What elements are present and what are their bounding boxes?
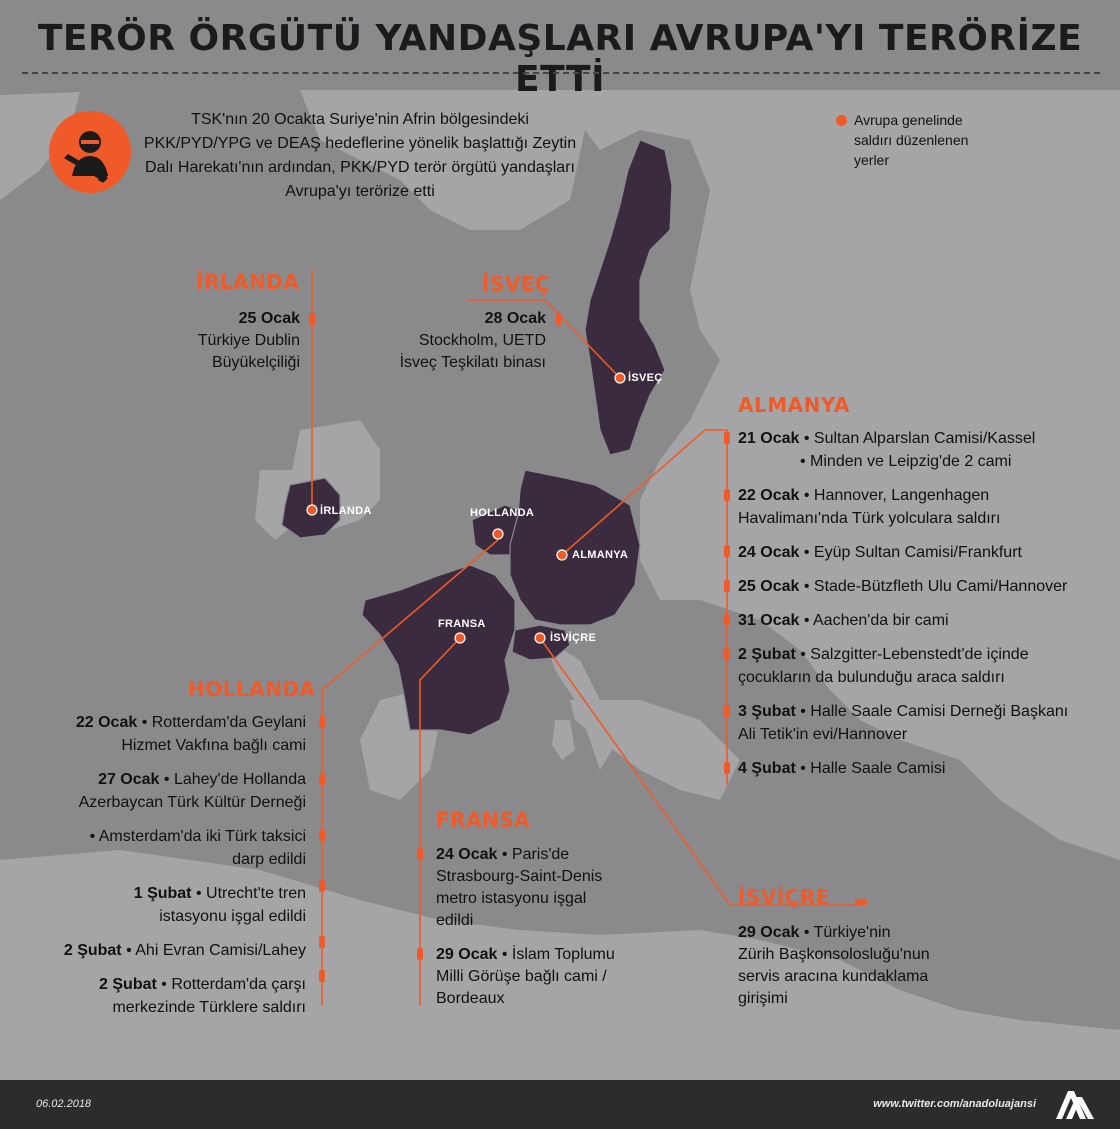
event-row (738, 576, 1108, 610)
event-text: istasyonu işgal edildi (159, 908, 306, 925)
event-date: 29 Ocak (436, 946, 498, 963)
event-text: girişimi (738, 990, 788, 1007)
event-row (738, 701, 1108, 724)
heading-almanya: ALMANYA (738, 393, 850, 417)
event-row (738, 542, 1108, 576)
event-row (738, 610, 1108, 644)
events-isvec (386, 308, 546, 374)
event-row (738, 922, 958, 944)
heading-hollanda: HOLLANDA (188, 677, 316, 701)
event-row (436, 944, 636, 966)
event-row (436, 866, 636, 888)
event-text: • Utrecht'te tren (195, 885, 306, 902)
event-row (738, 724, 1108, 758)
event-text: Stockholm, UETD İsveç Teşkilatı binası (399, 332, 546, 371)
event-date: 25 Ocak (238, 310, 300, 327)
event-text: • Hannover, Langenhagen (803, 487, 990, 504)
event-text: edildi (436, 912, 474, 929)
event-text: • Rotterdam'da çarşı (161, 976, 306, 993)
event-row (436, 888, 636, 910)
event-row (20, 997, 306, 1020)
event-date: 2 Şubat (99, 976, 157, 993)
event-row (738, 988, 958, 1010)
event-row (20, 769, 306, 792)
map-label-fransa: FRANSA (438, 618, 486, 630)
event-date: 22 Ocak (738, 487, 800, 504)
event-date: 31 Ocak (738, 612, 800, 629)
event-text: • Rotterdam'da Geylani (141, 714, 306, 731)
event-row (738, 644, 1108, 667)
heading-isvec: İSVEÇ (482, 272, 551, 296)
event-text: Hizmet Vakfına bağlı cami (121, 737, 306, 754)
event-row (436, 966, 636, 988)
militant-icon (48, 110, 132, 194)
event-row (20, 712, 306, 735)
event-row (738, 451, 1108, 485)
event-row (20, 849, 306, 883)
germany-shape (510, 470, 640, 625)
event-date: 21 Ocak (738, 430, 800, 447)
event-row (20, 974, 306, 997)
event-text: Zürih Başkonsolosluğu'nun (738, 946, 930, 963)
event-text: • Ahi Evran Camisi/Lahey (126, 942, 306, 959)
event-text: servis aracına kundaklama (738, 968, 929, 985)
event-text: merkezinde Türklere saldırı (112, 999, 306, 1016)
events-hollanda (20, 712, 306, 1020)
event-date: 2 Şubat (738, 646, 796, 663)
event-date: 24 Ocak (436, 846, 498, 863)
event-date: 3 Şubat (738, 703, 796, 720)
event-row (20, 826, 306, 849)
event-text: • Salzgitter-Lebenstedt'de içinde (800, 646, 1029, 663)
title-divider (22, 72, 1100, 74)
event-text: • Minden ve Leipzig'de 2 cami (800, 453, 1012, 470)
event-row (20, 906, 306, 940)
event-row (20, 735, 306, 769)
event-date: 24 Ocak (738, 544, 800, 561)
event-date: 29 Ocak (738, 924, 800, 941)
page-title: TERÖR ÖRGÜTÜ YANDAŞLARI AVRUPA'YI TERÖRİZE ETTİ (37, 18, 1083, 100)
heading-fransa: FRANSA (436, 808, 531, 832)
event-text: • Halle Saale Camisi Derneği Başkanı (800, 703, 1069, 720)
event-text: Havalimanı'nda Türk yolculara saldırı (738, 510, 1001, 527)
map-label-isvicre: İSVİÇRE (550, 632, 597, 644)
event-date: 28 Ocak (484, 310, 546, 327)
event-date: 27 Ocak (98, 771, 160, 788)
map-label-almanya: ALMANYA (572, 549, 629, 561)
intro-text: TSK'nın 20 Ocakta Suriye'nin Afrin bölgesindeki PKK/PYD/YPG ve DEAŞ hedeflerine yönelik başlattığı Zeytin Dalı Harekatı'nın ardından, PKK/PYD terör örgütü yandaşları Avrupa'yı terörize etti (143, 111, 577, 200)
event-text: çocukların da bulunduğu araca saldırı (738, 669, 1005, 686)
event-text: • İslam Toplumu (501, 946, 615, 963)
event-text: • Türkiye'nin (803, 924, 891, 941)
event-row (20, 883, 306, 906)
event-date: 4 Şubat (738, 760, 796, 777)
event-text: • Aachen'da bir cami (803, 612, 949, 629)
map-label-hollanda: HOLLANDA (470, 507, 535, 519)
footer-twitter-link[interactable]: www.twitter.com/anadoluajansi (873, 1098, 1036, 1110)
event-row (436, 844, 636, 866)
event-row (738, 966, 958, 988)
event-date: 1 Şubat (133, 885, 192, 902)
event-text: Azerbaycan Türk Kültür Derneği (78, 794, 306, 811)
event-row (436, 988, 636, 1010)
event-text: • Amsterdam'da iki Türk taksici (89, 828, 306, 845)
footer-date: 06.02.2018 (36, 1098, 92, 1110)
event-text: Milli Görüşe bağlı cami / (436, 968, 607, 985)
event-row (738, 944, 958, 966)
event-text: Türkiye Dublin Büyükelçiliği (197, 332, 300, 371)
event-text: Strasbourg-Saint-Denis (436, 868, 603, 885)
footer-bar (0, 1080, 1120, 1129)
event-row (436, 910, 636, 944)
event-row (738, 508, 1108, 542)
event-row (738, 485, 1108, 508)
event-text: • Eyüp Sultan Camisi/Frankfurt (803, 544, 1022, 561)
map-label-isvec: İSVEÇ (628, 372, 663, 384)
event-date: 2 Şubat (63, 942, 122, 959)
event-text: Bordeaux (436, 990, 505, 1007)
event-text: • Lahey'de Hollanda (163, 771, 306, 788)
event-date: 25 Ocak (738, 578, 800, 595)
event-text: darp edildi (232, 851, 306, 868)
events-irlanda (140, 308, 300, 374)
events-fransa (436, 844, 636, 1010)
event-text: • Sultan Alparslan Camisi/Kassel (803, 430, 1036, 447)
legend-label: Avrupa genelinde saldırı düzenlenen yerler (854, 112, 969, 168)
event-text: metro istasyonu işgal (436, 890, 587, 907)
events-isvicre (738, 922, 958, 1010)
map-label-irlanda: İRLANDA (320, 505, 372, 517)
sweden-shape (585, 140, 672, 455)
events-almanya (738, 428, 1108, 781)
event-row (738, 428, 1108, 451)
event-row (20, 792, 306, 826)
legend-dot-icon (836, 115, 847, 126)
event-date: 22 Ocak (75, 714, 138, 731)
heading-isvicre: İSVİÇRE (738, 885, 831, 909)
event-row (738, 758, 1108, 781)
legend (836, 110, 996, 170)
event-text: • Paris'de (501, 846, 570, 863)
event-row (738, 667, 1108, 701)
event-text: • Halle Saale Camisi (800, 760, 946, 777)
event-text: Ali Tetik'in evi/Hannover (738, 726, 908, 743)
event-text: • Stade-Bützfleth Ulu Cami/Hannover (803, 578, 1068, 595)
event-row (20, 940, 306, 974)
heading-irlanda: İRLANDA (196, 270, 300, 294)
anadolu-ajansi-logo-icon (1054, 1087, 1096, 1121)
